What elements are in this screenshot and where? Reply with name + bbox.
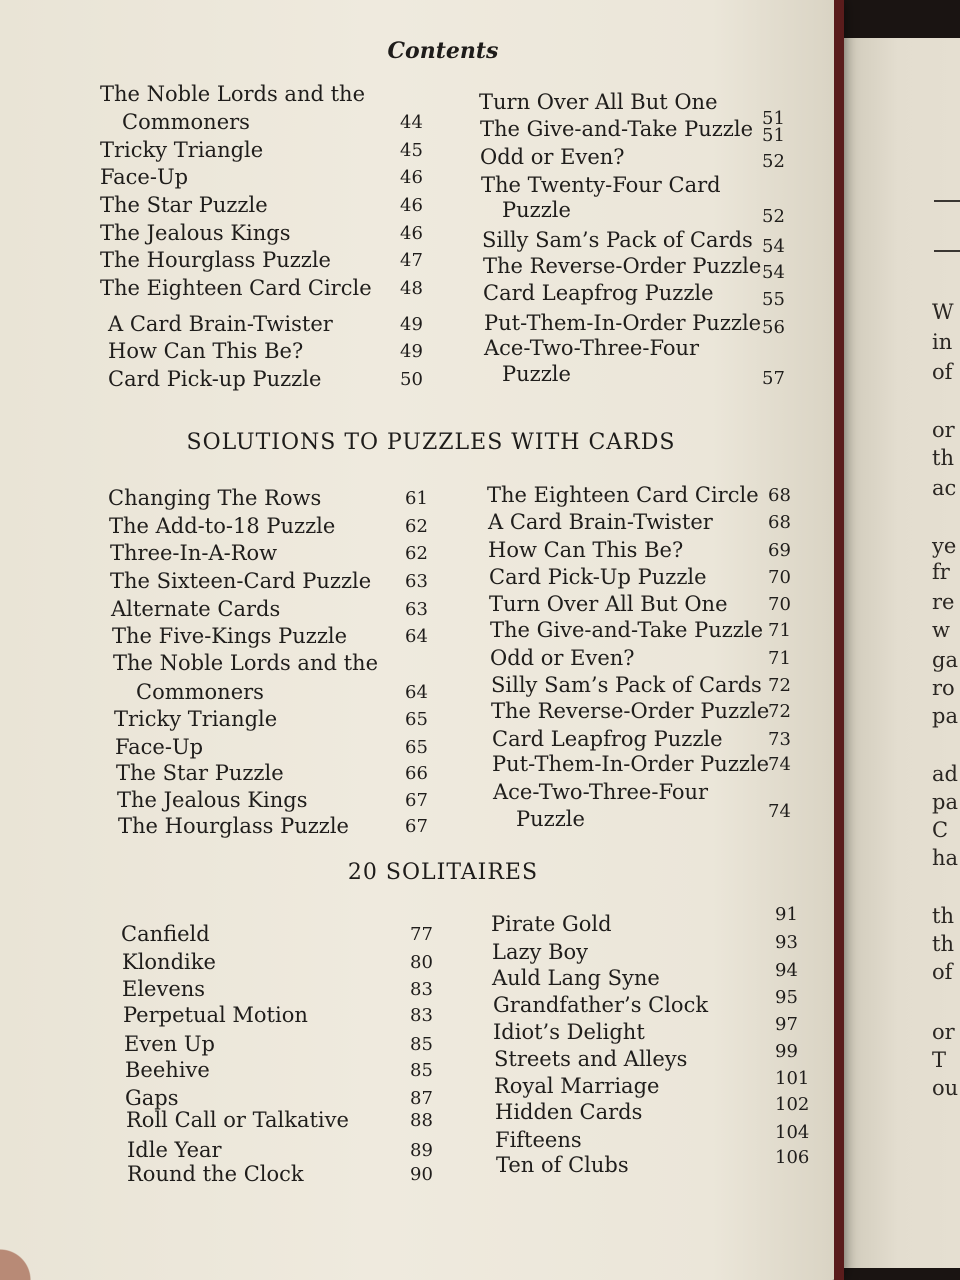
- toc-entry-title: Card Leapfrog Puzzle: [483, 281, 714, 305]
- toc-entry-title: Ace-Two-Three-Four: [484, 336, 700, 360]
- toc-entry-page: 71: [768, 620, 791, 641]
- toc-entry-page: 71: [768, 648, 791, 669]
- toc-entry-page: 68: [768, 485, 791, 506]
- toc-entry-page: 99: [775, 1041, 798, 1062]
- toc-entry-page: 90: [410, 1164, 433, 1185]
- facing-page-text-fragment: ro: [932, 676, 955, 700]
- toc-entry-title: Ten of Clubs: [496, 1153, 629, 1177]
- toc-entry-page: 63: [405, 571, 428, 592]
- toc-entry-title: Klondike: [122, 950, 216, 974]
- facing-page-text-fragment: ye: [932, 534, 957, 558]
- toc-entry-title: The Hourglass Puzzle: [100, 248, 331, 272]
- toc-entry-title: The Eighteen Card Circle: [100, 276, 372, 300]
- facing-page-text-fragment: T: [932, 1048, 947, 1072]
- toc-entry-title: Puzzle: [502, 362, 571, 386]
- facing-page-text-fragment: ad: [932, 762, 958, 786]
- facing-page-text-fragment: ou: [932, 1076, 959, 1100]
- toc-entry-title: The Star Puzzle: [116, 761, 284, 785]
- toc-entry-title: Commoners: [136, 680, 264, 704]
- toc-entry-title: Face-Up: [115, 735, 204, 759]
- toc-entry-title: Three-In-A-Row: [110, 541, 278, 565]
- toc-entry-page: 73: [768, 729, 791, 750]
- facing-page-rule: [934, 250, 960, 252]
- toc-entry-title: Round the Clock: [127, 1162, 304, 1186]
- toc-entry-title: The Give-and-Take Puzzle: [480, 117, 753, 141]
- toc-entry-page: 46: [400, 223, 423, 244]
- toc-entry-page: 55: [762, 289, 785, 310]
- toc-entry-page: 56: [762, 317, 785, 338]
- toc-entry-page: 61: [405, 488, 428, 509]
- toc-entry-title: The Hourglass Puzzle: [118, 814, 349, 838]
- toc-entry-title: Silly Sam’s Pack of Cards: [491, 673, 762, 697]
- toc-entry-title: Idiot’s Delight: [493, 1020, 645, 1044]
- toc-entry-page: 91: [775, 904, 798, 925]
- toc-entry-title: Face-Up: [100, 165, 189, 189]
- toc-entry-title: How Can This Be?: [488, 538, 684, 562]
- toc-entry-page: 62: [405, 516, 428, 537]
- toc-entry-title: The Star Puzzle: [100, 193, 268, 217]
- toc-entry-page: 51: [762, 108, 785, 129]
- toc-entry-page: 70: [768, 594, 791, 615]
- facing-page-text-fragment: fr: [932, 560, 950, 584]
- toc-entry-page: 48: [400, 278, 423, 299]
- facing-page-text-fragment: ac: [932, 476, 957, 500]
- toc-entry-page: 85: [410, 1060, 433, 1081]
- toc-entry-page: 72: [768, 701, 791, 722]
- toc-entry-title: Turn Over All But One: [479, 90, 718, 114]
- toc-entry-page: 95: [775, 987, 798, 1008]
- toc-entry-page: 65: [405, 737, 428, 758]
- toc-entry-page: 102: [775, 1094, 810, 1115]
- toc-entry-title: The Five-Kings Puzzle: [112, 624, 348, 648]
- toc-entry-page: 68: [768, 512, 791, 533]
- toc-entry-title: Idle Year: [127, 1138, 222, 1162]
- section-heading-solutions: SOLUTIONS TO PUZZLES WITH CARDS: [186, 430, 676, 455]
- toc-entry-title: Changing The Rows: [108, 486, 322, 510]
- toc-entry-page: 49: [400, 341, 423, 362]
- toc-entry-title: Even Up: [124, 1032, 215, 1056]
- toc-entry-title: Pirate Gold: [491, 912, 612, 936]
- facing-page-rule: [934, 200, 960, 202]
- facing-page-text-fragment: or: [932, 1020, 955, 1044]
- toc-entry-title: Beehive: [125, 1058, 210, 1082]
- toc-entry-title: Grandfather’s Clock: [493, 993, 709, 1017]
- toc-entry-title: Gaps: [125, 1086, 179, 1110]
- toc-entry-title: Hidden Cards: [495, 1100, 643, 1124]
- toc-entry-title: Tricky Triangle: [114, 707, 278, 731]
- toc-entry-page: 77: [410, 924, 433, 945]
- toc-entry-page: 83: [410, 979, 433, 1000]
- toc-entry-title: Put-Them-In-Order Puzzle: [492, 752, 770, 776]
- toc-entry-title: The Noble Lords and the: [100, 82, 365, 106]
- toc-entry-title: Alternate Cards: [111, 597, 281, 621]
- toc-entry-title: Elevens: [122, 977, 206, 1001]
- facing-page-text-fragment: pa: [932, 790, 958, 814]
- toc-entry-title: Puzzle: [516, 807, 585, 831]
- toc-entry-title: A Card Brain-Twister: [108, 312, 333, 336]
- toc-entry-page: 97: [775, 1014, 798, 1035]
- toc-entry-page: 64: [405, 626, 428, 647]
- toc-entry-page: 85: [410, 1034, 433, 1055]
- toc-entry-title: The Jealous Kings: [100, 221, 291, 245]
- toc-entry-page: 46: [400, 167, 423, 188]
- toc-entry-page: 51: [762, 125, 785, 146]
- facing-page-text-fragment: w: [932, 618, 950, 642]
- facing-page-text-fragment: ga: [932, 648, 958, 672]
- toc-entry-page: 52: [762, 151, 785, 172]
- toc-entry-page: 49: [400, 314, 423, 335]
- toc-entry-title: Puzzle: [502, 198, 571, 222]
- toc-entry-title: Card Pick-Up Puzzle: [489, 565, 707, 589]
- toc-entry-title: The Jealous Kings: [117, 788, 308, 812]
- toc-entry-title: Commoners: [122, 110, 250, 134]
- toc-entry-title: Tricky Triangle: [100, 138, 264, 162]
- toc-entry-page: 70: [768, 567, 791, 588]
- toc-entry-title: Lazy Boy: [492, 940, 589, 964]
- toc-entry-title: The Sixteen-Card Puzzle: [110, 569, 372, 593]
- toc-entry-title: The Noble Lords and the: [113, 651, 378, 675]
- toc-entry-title: Odd or Even?: [480, 145, 625, 169]
- toc-entry-title: Fifteens: [495, 1128, 582, 1152]
- facing-page-text-fragment: in: [932, 330, 953, 354]
- facing-page-text-fragment: of: [932, 960, 953, 984]
- toc-entry-page: 106: [775, 1147, 810, 1168]
- toc-entry-page: 89: [410, 1140, 433, 1161]
- toc-entry-page: 47: [400, 250, 423, 271]
- toc-entry-page: 93: [775, 932, 798, 953]
- toc-entry-title: Silly Sam’s Pack of Cards: [482, 228, 753, 252]
- toc-entry-page: 74: [768, 754, 791, 775]
- toc-entry-page: 83: [410, 1005, 433, 1026]
- facing-page-text-fragment: of: [932, 360, 953, 384]
- toc-entry-title: Canfield: [121, 922, 210, 946]
- toc-entry-title: How Can This Be?: [108, 339, 304, 363]
- toc-entry-page: 44: [400, 112, 423, 133]
- facing-page-text-fragment: re: [932, 590, 955, 614]
- toc-entry-title: Auld Lang Syne: [492, 966, 660, 990]
- toc-entry-title: The Reverse-Order Puzzle: [483, 254, 762, 278]
- toc-entry-page: 54: [762, 262, 785, 283]
- facing-page-text-fragment: pa: [932, 704, 958, 728]
- toc-entry-title: Perpetual Motion: [123, 1003, 308, 1027]
- toc-entry-page: 72: [768, 675, 791, 696]
- toc-entry-page: 52: [762, 206, 785, 227]
- toc-entry-page: 46: [400, 195, 423, 216]
- finger-corner: [0, 1240, 80, 1280]
- book-spine-edge: [834, 0, 844, 1280]
- toc-entry-page: 88: [410, 1110, 433, 1131]
- toc-entry-title: Put-Them-In-Order Puzzle: [484, 311, 762, 335]
- toc-entry-page: 45: [400, 140, 423, 161]
- toc-entry-title: The Add-to-18 Puzzle: [109, 514, 336, 538]
- toc-entry-page: 66: [405, 763, 428, 784]
- toc-entry-title: The Twenty-Four Card: [481, 173, 721, 197]
- facing-page-text-fragment: th: [932, 446, 954, 470]
- toc-entry-page: 94: [775, 960, 798, 981]
- toc-entry-page: 80: [410, 952, 433, 973]
- toc-entry-title: Streets and Alleys: [494, 1047, 688, 1071]
- toc-entry-page: 50: [400, 369, 423, 390]
- toc-entry-title: The Eighteen Card Circle: [487, 483, 759, 507]
- toc-entry-title: Turn Over All But One: [489, 592, 728, 616]
- toc-entry-page: 67: [405, 790, 428, 811]
- toc-entry-title: Odd or Even?: [490, 646, 635, 670]
- toc-entry-page: 65: [405, 709, 428, 730]
- facing-page-text-fragment: ha: [932, 846, 959, 870]
- toc-entry-title: The Give-and-Take Puzzle: [490, 618, 763, 642]
- section-heading-solitaires: 20 SOLITAIRES: [347, 860, 539, 885]
- toc-entry-title: Card Leapfrog Puzzle: [492, 727, 723, 751]
- toc-entry-title: Card Pick-up Puzzle: [108, 367, 322, 391]
- facing-page-text-fragment: or: [932, 418, 955, 442]
- toc-entry-page: 64: [405, 682, 428, 703]
- toc-entry-title: Ace-Two-Three-Four: [493, 780, 709, 804]
- toc-entry-title: The Reverse-Order Puzzle: [491, 699, 770, 723]
- toc-entry-page: 74: [768, 801, 791, 822]
- toc-entry-page: 67: [405, 816, 428, 837]
- facing-page-text-fragment: C: [932, 818, 949, 842]
- facing-page: [842, 38, 960, 1268]
- facing-page-text-fragment: th: [932, 932, 954, 956]
- toc-entry-page: 54: [762, 236, 785, 257]
- toc-entry-page: 62: [405, 543, 428, 564]
- facing-page-text-fragment: th: [932, 904, 954, 928]
- toc-entry-page: 101: [775, 1068, 810, 1089]
- facing-page-text-fragment: W: [932, 300, 954, 324]
- toc-entry-page: 104: [775, 1122, 810, 1143]
- toc-entry-page: 63: [405, 599, 428, 620]
- page-title: Contents: [387, 38, 499, 64]
- toc-entry-page: 69: [768, 540, 791, 561]
- toc-entry-page: 57: [762, 368, 785, 389]
- toc-entry-title: A Card Brain-Twister: [488, 510, 713, 534]
- toc-entry-page: 87: [410, 1088, 433, 1109]
- toc-entry-title: Roll Call or Talkative: [126, 1108, 349, 1132]
- toc-entry-title: Royal Marriage: [494, 1074, 660, 1098]
